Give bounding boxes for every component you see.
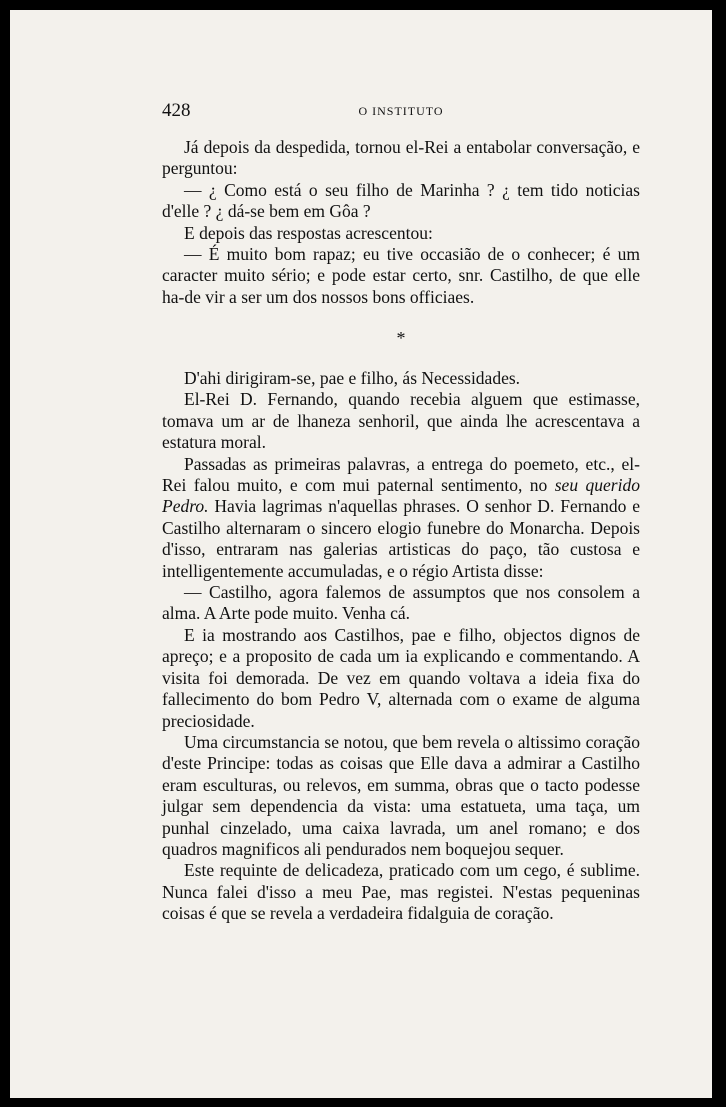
page-header (162, 100, 640, 130)
paragraph: Já depois da despedida, tornou el-Rei a entabolar conversação, e perguntou: (162, 137, 640, 179)
paragraph: E depois das respostas acrescentou: (184, 222, 433, 243)
narrative-section (162, 368, 640, 925)
paragraph: Uma circumstancia se notou, que bem revela o altissimo coração d'este Principe: todas as coisas que Elle dava a admirar a Castilho eram esculturas, ou relevos, em summa, obras que o tacto podesse julgar sem dependencia da vista: uma estatueta, uma taça, um punhal cinzelado, uma caixa lavrada, um anel romano; e dos quadros magnificos ali pendurados nem boquejou sequer. (162, 731, 640, 859)
italic-phrase: seu querido Pedro. (162, 475, 640, 517)
paragraph-text: Havia lagrimas n'aquellas phrases. O senhor D. Fernando e Castilho alternaram o sincero elogio funebre do Monarcha. Depois d'isso, entraram nas galerias artisticas do paço, tão custosa e intelligentemente accumuladas, e o régio Artista disse: (162, 496, 640, 581)
paragraph: — É muito bom rapaz; eu tive occasião de o conhecer; é um caracter muito sério; e pode estar certo, snr. Castilho, de que elle ha-de vir a ser um dos nossos bons officiaes. (162, 244, 640, 307)
section-separator: * (396, 328, 406, 348)
paragraph: Este requinte de delicadeza, praticado com um cego, é sublime. Nunca falei d'isso a meu Pae, mas registei. N'estas pequeninas coisas é que se revela a verdadeira fidalguia de coração. (162, 860, 640, 924)
paragraph: — ¿ Como está o seu filho de Marinha ? ¿ tem tido noticias d'elle ? ¿ dá-se bem em Gôa ? (162, 179, 640, 222)
paragraph: El-Rei D. Fernando, quando recebia alguem que estimasse, tomava um ar de lhaneza senhoril, que ainda lhe acrescentava a estatura moral. (162, 389, 640, 453)
paragraph: — Castilho, agora falemos de assumptos que nos consolem a alma. A Arte pode muito. Venha cá. (162, 582, 640, 624)
page-number: 428 (162, 100, 191, 121)
paragraph (162, 454, 640, 582)
paragraph: D'ahi dirigiram-se, pae e filho, ás Necessidades. (184, 368, 521, 388)
running-title: O INSTITUTO (358, 104, 444, 118)
paragraph: E ia mostrando aos Castilhos, pae e filho, objectos dignos de apreço; e a proposito de cada um ia explicando e commentando. A visita foi demorada. De vez em quando voltava a ideia fixa do fallecimento do bom Pedro V, alternada com o exame de alguma preciosidade. (162, 624, 640, 731)
dialogue-section (162, 137, 640, 308)
paragraph-text: Passadas as primeiras palavras, a entrega do poemeto, etc., el-Rei falou muito, e com mui paternal sentimento, no (162, 453, 640, 496)
